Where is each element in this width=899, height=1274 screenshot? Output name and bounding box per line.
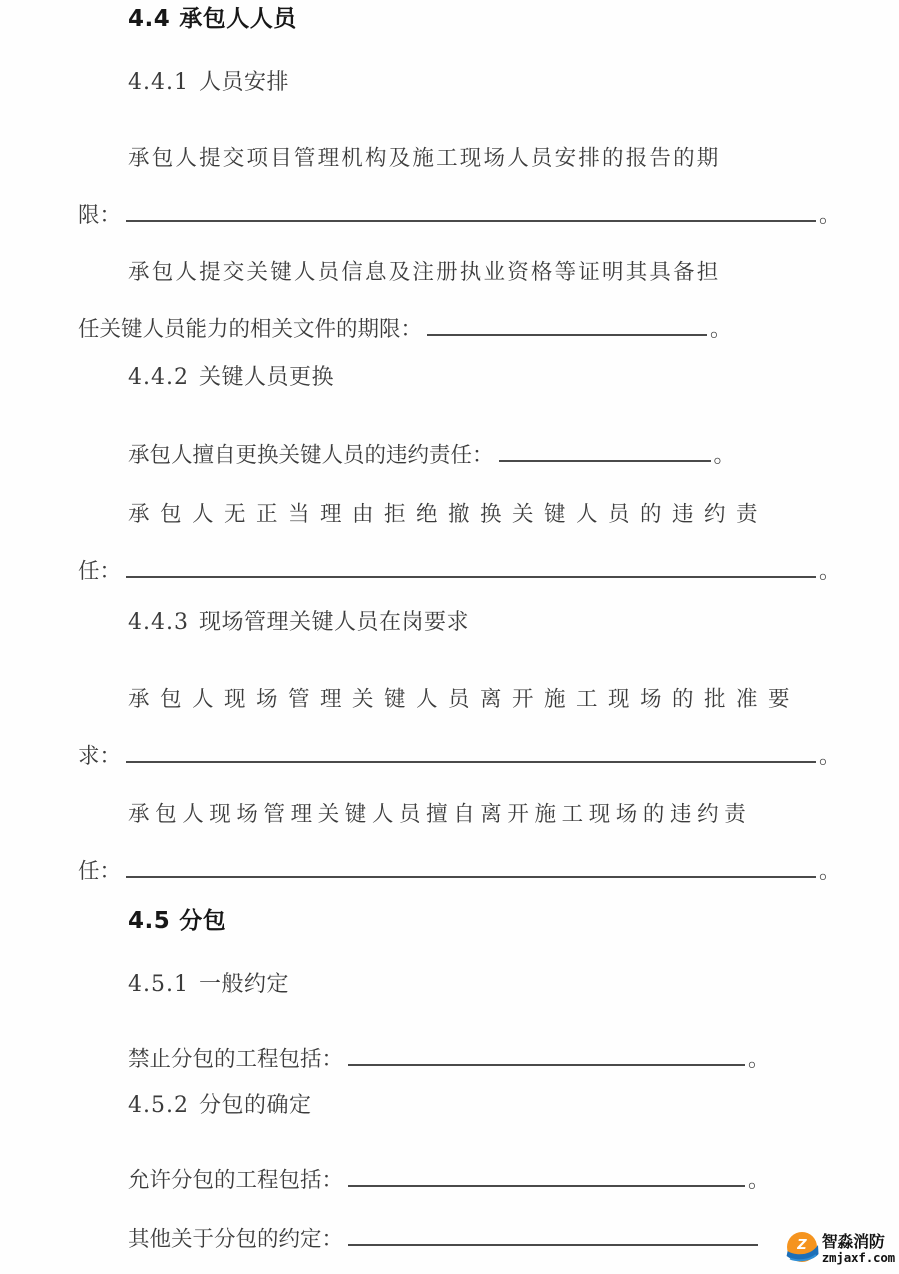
paragraph-4-4-1-1-line-2 bbox=[78, 187, 841, 244]
paragraph-text: 求： bbox=[78, 744, 122, 769]
fill-in-blank-rule[interactable] bbox=[427, 317, 707, 336]
paragraph-4-4-3-2-line-2 bbox=[78, 843, 841, 900]
heading-4-4-1-title: 人员安排 bbox=[198, 70, 289, 95]
paragraph-text: 允许分包的工程包括： bbox=[128, 1168, 344, 1193]
svg-text:Z: Z bbox=[797, 1238, 807, 1253]
fill-in-blank-rule[interactable] bbox=[126, 203, 816, 222]
heading-4-5-number: 4.5 bbox=[128, 908, 171, 934]
sentence-period: 。 bbox=[748, 1047, 770, 1072]
fill-in-blank-rule[interactable] bbox=[499, 443, 711, 462]
sentence-period: 。 bbox=[819, 859, 841, 884]
watermark-company-name: 智淼消防 bbox=[821, 1231, 885, 1251]
paragraph-text: 其他关于分包的约定： bbox=[128, 1227, 344, 1252]
sentence-period: 。 bbox=[710, 317, 732, 342]
sentence-period: 。 bbox=[819, 559, 841, 584]
watermark-text bbox=[821, 1231, 895, 1265]
heading-4-4-2-number: 4.4.2 bbox=[128, 365, 189, 390]
heading-4-4-3-title: 现场管理关键人员在岗要求 bbox=[198, 610, 469, 635]
paragraph-text: 限： bbox=[78, 203, 122, 228]
sentence-period: 。 bbox=[713, 443, 736, 468]
paragraph-text: 承包人现场管理关键人员离开施工现场的批准要 bbox=[128, 687, 801, 712]
fill-in-blank-rule[interactable] bbox=[348, 1227, 758, 1246]
paragraph-4-4-2-2-line-1 bbox=[78, 486, 821, 543]
paragraph-4-4-2-1 bbox=[78, 427, 821, 484]
heading-4-5 bbox=[78, 908, 821, 936]
heading-4-5-title: 分包 bbox=[179, 908, 227, 934]
heading-4-4-2-title: 关键人员更换 bbox=[198, 365, 334, 390]
paragraph-4-4-1-2-line-2 bbox=[78, 301, 821, 358]
fill-in-blank-rule[interactable] bbox=[126, 859, 816, 878]
watermark-url: zmjaxf.com bbox=[821, 1249, 895, 1265]
paragraph-text: 承包人无正当理由拒绝撤换关键人员的违约责 bbox=[128, 502, 769, 527]
heading-4-5-1 bbox=[78, 972, 821, 998]
paragraph-4-4-2-2-line-2 bbox=[78, 543, 841, 600]
heading-4-5-2-title: 分包的确定 bbox=[198, 1093, 312, 1118]
fill-in-blank-rule[interactable] bbox=[126, 559, 816, 578]
heading-4-4-number: 4.4 bbox=[128, 6, 171, 32]
paragraph-text: 承包人擅自更换关键人员的违约责任： bbox=[128, 443, 494, 468]
fill-in-blank-rule[interactable] bbox=[348, 1168, 745, 1187]
heading-4-4-3 bbox=[78, 610, 821, 636]
heading-4-4-1 bbox=[78, 70, 821, 96]
fill-in-blank-rule[interactable] bbox=[126, 744, 816, 763]
heading-4-4-2 bbox=[78, 365, 821, 391]
paragraph-text: 承包人提交关键人员信息及注册执业资格等证明其具备担 bbox=[128, 260, 721, 285]
watermark bbox=[785, 1230, 895, 1268]
paragraph-4-5-1-1 bbox=[78, 1031, 821, 1088]
sentence-period: 。 bbox=[819, 203, 841, 228]
heading-4-4-3-number: 4.4.3 bbox=[128, 610, 189, 635]
paragraph-4-4-1-1-line-1 bbox=[78, 130, 821, 187]
fill-in-blank-rule[interactable] bbox=[348, 1047, 745, 1066]
zmjaxf-logo-icon bbox=[785, 1230, 819, 1268]
paragraph-4-4-1-2-line-1 bbox=[78, 244, 821, 301]
paragraph-text: 任： bbox=[78, 559, 122, 584]
paragraph-text: 任关键人员能力的相关文件的期限： bbox=[78, 317, 423, 342]
paragraph-4-5-2-2 bbox=[78, 1211, 821, 1268]
paragraph-4-4-3-1-line-1 bbox=[78, 671, 821, 728]
heading-4-4-1-number: 4.4.1 bbox=[128, 70, 189, 95]
heading-4-4-title: 承包人人员 bbox=[179, 6, 297, 32]
paragraph-text: 禁止分包的工程包括： bbox=[128, 1047, 344, 1072]
paragraph-text: 承包人现场管理关键人员擅自离开施工现场的违约责 bbox=[128, 802, 752, 827]
paragraph-4-5-2-1 bbox=[78, 1152, 821, 1209]
paragraph-4-4-3-1-line-2 bbox=[78, 728, 841, 785]
heading-4-4 bbox=[78, 6, 821, 34]
heading-4-5-1-number: 4.5.1 bbox=[128, 972, 189, 997]
heading-4-5-2 bbox=[78, 1093, 821, 1119]
paragraph-text: 任： bbox=[78, 859, 122, 884]
heading-4-5-1-title: 一般约定 bbox=[198, 972, 289, 997]
heading-4-5-2-number: 4.5.2 bbox=[128, 1093, 189, 1118]
paragraph-text: 承包人提交项目管理机构及施工现场人员安排的报告的期 bbox=[128, 146, 721, 171]
sentence-period: 。 bbox=[819, 744, 841, 769]
sentence-period: 。 bbox=[748, 1168, 770, 1193]
paragraph-4-4-3-2-line-1 bbox=[78, 786, 821, 843]
